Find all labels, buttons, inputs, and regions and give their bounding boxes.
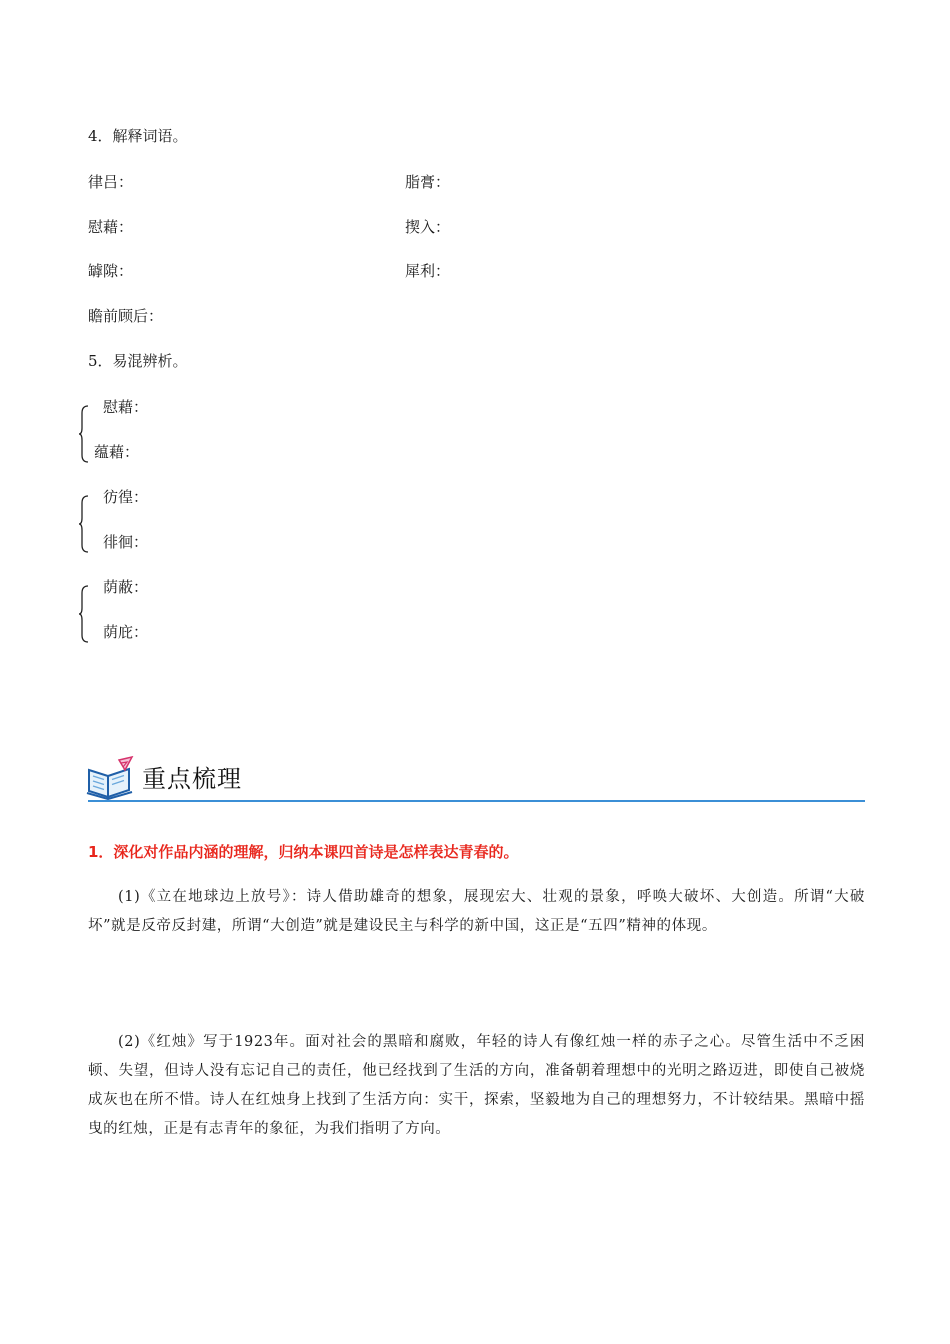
question-4-heading: 4．解释词语。 [88, 127, 188, 145]
key-point-heading: 1．深化对作品内涵的理解，归纳本课四首诗是怎样表达青春的。 [88, 843, 519, 861]
confusable-term: 荫庇： [103, 623, 149, 641]
confusable-term: 徘徊： [103, 533, 149, 551]
section-title: 重点梳理 [142, 765, 242, 793]
brace-group-2 [78, 495, 90, 553]
section-divider [88, 800, 865, 802]
term-lvlv: 律吕： [88, 173, 134, 191]
term-weijie: 慰藉： [88, 218, 134, 236]
brace-group-1 [78, 405, 90, 463]
confusable-term: 蕴藉： [94, 443, 140, 461]
book-icon [86, 756, 134, 800]
term-zhanqiangouhou: 瞻前顾后： [88, 307, 164, 325]
question-5-heading: 5．易混辨析。 [88, 352, 188, 370]
term-xili: 犀利： [405, 262, 451, 280]
term-zhigao: 脂膏： [405, 173, 451, 191]
term-xieru: 揳入： [405, 218, 451, 236]
brace-group-3 [78, 585, 90, 643]
paragraph-2: (2)《红烛》写于1923年。面对社会的黑暗和腐败，年轻的诗人有像红烛一样的赤子之心。尽管生活中不乏困顿、失望，但诗人没有忘记自己的责任，他已经找到了生活的方向，准备朝着理想中的光明之路迈进，即使自己被烧成灰也在所不惜。诗人在红烛身上找到了生活方向：实干，探索，坚毅地为自己的理想努力，不计较结果。黑暗中摇曳的红烛，正是有志青年的象征，为我们指明了方向。 [88, 1034, 865, 1137]
term-xiaxi: 罅隙： [88, 262, 134, 280]
confusable-term: 荫蔽： [103, 578, 149, 596]
confusable-term: 彷徨： [103, 488, 149, 506]
paragraph-1: (1)《立在地球边上放号》：诗人借助雄奇的想象，展现宏大、壮观的景象，呼唤大破坏、大创造。所谓“大破坏”就是反帝反封建，所谓“大创造”就是建设民主与科学的新中国，这正是“五四”精神的体现。 [88, 889, 865, 934]
confusable-term: 慰藉： [103, 398, 149, 416]
